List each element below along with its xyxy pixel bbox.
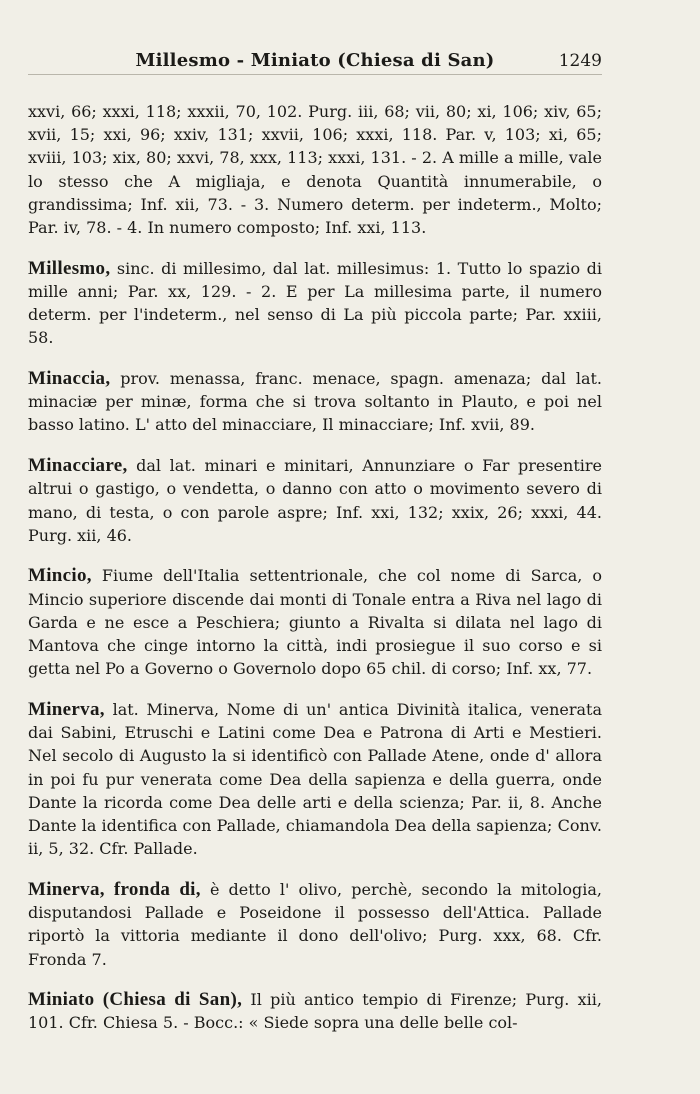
entry-text (28, 988, 602, 1034)
headword: Minerva, (28, 698, 105, 720)
page-number: 1249 (558, 51, 602, 71)
entry-body: lat. Minerva, Nome di un' antica Divinità italica, venerata dai Sabini, Etruschi e Latini come Dea e Patrona di Arti e Mestieri. Nel secolo di Augusto la si identificò con Pallade Atene, onde d' allora in poi fu pur venerata come Dea della sapienza e della guerra, onde Dante la ricorda come Dea delle arti e della scienza; Par. ii, 8. Anche Dante la identifica con Pallade, chiamandola Dea della sapienza; Conv. ii, 5, 32. Cfr. Pallade. (28, 699, 603, 859)
entry-body: Fiume dell'Italia settentrionale, che col nome di Sarca, o Mincio superiore discende dai monti di Tonale entra a Riva nel lago di Garda e ne esce a Peschiera; giunto a Rivalta si dilata nel lago di Mantova che cinge intorno la città, indi prosiegue il suo corso e si getta nel Po a Governo o Governolo dopo 65 chil. di corso; Inf. xx, 77. (28, 566, 602, 679)
headword: Mincio, (28, 565, 92, 587)
entry-minacciare (28, 454, 602, 547)
headword: Minerva, fronda di, (28, 878, 201, 900)
running-head (28, 48, 602, 75)
entry-mincio (28, 564, 602, 680)
entry-text (28, 367, 602, 437)
entry-text (28, 698, 602, 860)
entry-body: dal lat. minari e minitari, Annunziare o Far presentire altrui o gastigo, o vendetta, o danno con atto o movimento severo di mano, di testa, o con parole aspre; Inf. xxi, 132; xxix, 26; xxxi, 44. Purg. xii, 46. (28, 456, 602, 545)
headword: Minaccia, (28, 368, 111, 390)
entry-minerva (28, 698, 602, 860)
entry-millesmo (28, 257, 602, 350)
headword: Miniato (Chiesa di San), (28, 989, 243, 1011)
entry-text (28, 454, 602, 547)
main-text (28, 100, 602, 1052)
entry-minerva-fronda (28, 878, 602, 971)
entry-text (28, 257, 602, 350)
page-title: Millesmo - Miniato (Chiesa di San) (135, 50, 495, 71)
entry-minaccia (28, 367, 602, 437)
entry-body: sinc. di millesimo, dal lat. millesimus: 1. Tutto lo spazio di mille anni; Par. xx, 129. - 2. E per La millesima parte, il numero determ. per l'indeterm., nel senso di La più piccola parte; Par. xxiii, 58. (28, 258, 603, 348)
entry-text (28, 564, 602, 680)
entry-continuation (28, 100, 602, 239)
headword: Minacciare, (28, 455, 128, 477)
entry-body: Il più antico tempio di Firenze; Purg. xii, 101. Cfr. Chiesa 5. - Bocc.: « Siede sopra una delle belle col- (28, 990, 602, 1033)
entry-miniato (28, 988, 602, 1034)
entry-body: prov. menassa, franc. menace, spagn. amenaza; dal lat. minaciæ per minæ, forma che si trova soltanto in Plauto, e poi nel basso latino. L' atto del minacciare, Il minacciare; Inf. xvii, 89. (28, 369, 603, 435)
entry-text (28, 878, 602, 971)
entry-body: è detto l' olivo, perchè, secondo la mitologia, disputandosi Pallade e Poseidone il possesso dell'Attica. Pallade riportò la vittoria mediante il dono dell'olivo; Purg. xxx, 68. Cfr. Fronda 7. (28, 879, 602, 969)
entry-body: xxvi, 66; xxxi, 118; xxxii, 70, 102. Purg. iii, 68; vii, 80; xi, 106; xiv, 65; xvii, 15; xxi, 96; xxiv, 131; xxvii, 106; xxxi, 118. Par. v, 103; xi, 65; xviii, 103; xix, 80; xxvi, 78, xxx, 113; xxxi, 131. - 2. A mille a mille, vale lo stesso che A migliaja, e denota Quantità innumerabile, o grandissima; Inf. xii, 73. - 3. Numero determ. per indeterm., Molto; Par. iv, 78. - 4. In numero composto; Inf. xxi, 113. (28, 102, 602, 238)
headword: Millesmo, (28, 257, 111, 279)
